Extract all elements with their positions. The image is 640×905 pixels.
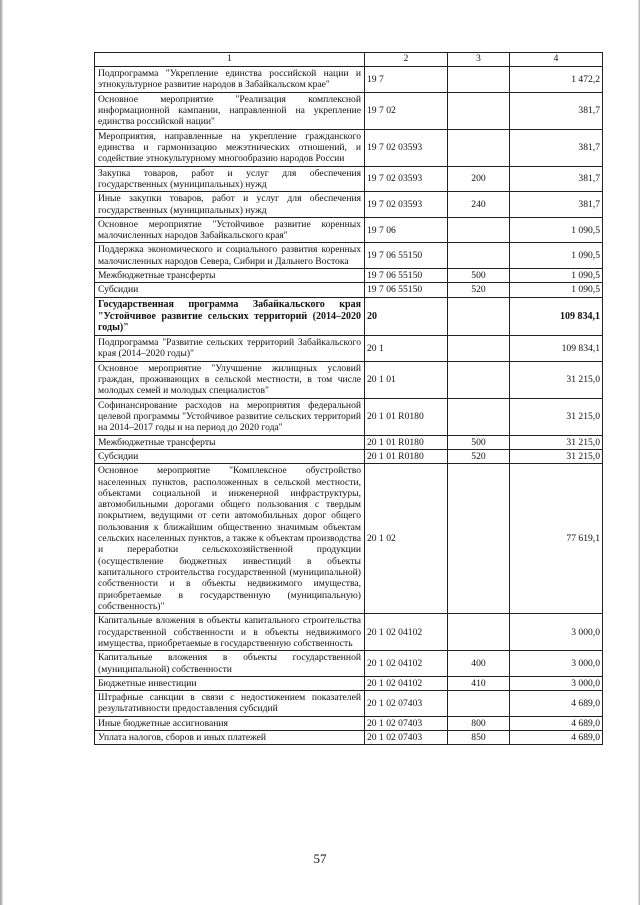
row-expense-type-cell: 410: [448, 676, 510, 690]
header-col-3: 3: [448, 53, 510, 67]
row-name-cell: Межбюджетные трансферты: [95, 435, 365, 449]
row-amount-cell: 3 000,0: [510, 651, 603, 677]
row-code-cell: 19 7 06 55150: [365, 269, 448, 283]
row-name-cell: Уплата налогов, сборов и иных платежей: [95, 731, 365, 745]
row-expense-type-cell: [448, 691, 510, 717]
row-name-cell: Основное мероприятие "Устойчивое развитие коренных малочисленных народов Забайкальского края": [95, 217, 365, 243]
row-name-cell: Штрафные санкции в связи с недостижением показателей результативности предоставления субсидий: [95, 691, 365, 717]
row-amount-cell: 1 472,2: [510, 67, 603, 93]
table-row: [95, 217, 603, 243]
page-number: 57: [313, 851, 327, 866]
row-expense-type-cell: 240: [448, 192, 510, 218]
row-expense-type-cell: [448, 336, 510, 362]
budget-table-body: [95, 53, 603, 745]
row-code-cell: 19 7 06 55150: [365, 243, 448, 269]
row-amount-cell: 1 090,5: [510, 283, 603, 297]
row-amount-cell: 109 834,1: [510, 297, 603, 335]
row-code-cell: 20 1 01 R0180: [365, 398, 448, 435]
row-code-cell: 20 1 02 07403: [365, 691, 448, 717]
row-expense-type-cell: 400: [448, 651, 510, 677]
row-name-cell: Иные закупки товаров, работ и услуг для обеспечения государственных (муниципальных) нужд: [95, 192, 365, 218]
row-name-cell: Основное мероприятие "Реализация комплексной информационной кампании, направленной на укрепление единства российской нации": [95, 92, 365, 129]
header-col-2: 2: [365, 53, 448, 67]
table-row: [95, 361, 603, 398]
row-name-cell: Мероприятия, направленные на укрепление гражданского единства и гармонизацию межэтнических отношений, и содействие этнокультурному многообразию народов России: [95, 129, 365, 166]
row-code-cell: 19 7 06 55150: [365, 283, 448, 297]
table-row: [95, 731, 603, 745]
row-amount-cell: 31 215,0: [510, 449, 603, 463]
row-expense-type-cell: 800: [448, 716, 510, 730]
row-code-cell: 20 1 02 04102: [365, 614, 448, 651]
row-amount-cell: 381,7: [510, 166, 603, 192]
table-row: [95, 398, 603, 435]
row-code-cell: 19 7 02 03593: [365, 192, 448, 218]
row-code-cell: 19 7 02: [365, 92, 448, 129]
row-name-cell: Закупка товаров, работ и услуг для обеспечения государственных (муниципальных) нужд: [95, 166, 365, 192]
scan-edge-left: [0, 0, 3, 905]
row-code-cell: 19 7 06: [365, 217, 448, 243]
table-row: [95, 449, 603, 463]
row-name-cell: Иные бюджетные ассигнования: [95, 716, 365, 730]
row-expense-type-cell: 500: [448, 269, 510, 283]
header-col-1: 1: [95, 53, 365, 67]
row-code-cell: 20 1 02 04102: [365, 676, 448, 690]
table-row: [95, 269, 603, 283]
row-code-cell: 20 1 02 07403: [365, 731, 448, 745]
row-expense-type-cell: 520: [448, 283, 510, 297]
row-amount-cell: 1 090,5: [510, 217, 603, 243]
row-amount-cell: 4 689,0: [510, 691, 603, 717]
row-amount-cell: 381,7: [510, 192, 603, 218]
table-row: [95, 166, 603, 192]
row-code-cell: 20 1 01 R0180: [365, 449, 448, 463]
table-row: [95, 336, 603, 362]
row-amount-cell: 109 834,1: [510, 336, 603, 362]
header-col-4: 4: [510, 53, 603, 67]
row-expense-type-cell: [448, 297, 510, 335]
row-expense-type-cell: [448, 398, 510, 435]
row-name-cell: Основное мероприятие "Комплексное обустройство населенных пунктов, расположенных в сельской местности, объектами социальной и инженерной инфраструктуры, автомобильными дорогами общего пользования с твердым покрытием, ведущими от сети автомобильных дорог общего пользования к ближайшим общественно значимым объектам сельских населенных пунктов, а также к объектам производства и переработки сельскохозяйственной продукции (осуществление бюджетных инвестиций в объекты капитального строительства государственной (муниципальной) собственности и в объекты недвижимого имущества, приобретаемые в государственную (муниципальную) собственность)": [95, 464, 365, 614]
row-name-cell: Подпрограмма "Развитие сельских территорий Забайкальского края (2014–2020 годы)": [95, 336, 365, 362]
row-name-cell: Софинансирование расходов на мероприятия федеральной целевой программы "Устойчивое развитие сельских территорий на 2014–2017 годы и на период до 2020 года": [95, 398, 365, 435]
row-amount-cell: 381,7: [510, 129, 603, 166]
row-expense-type-cell: 850: [448, 731, 510, 745]
row-expense-type-cell: 200: [448, 166, 510, 192]
row-name-cell: Межбюджетные трансферты: [95, 269, 365, 283]
row-expense-type-cell: [448, 92, 510, 129]
row-amount-cell: 77 619,1: [510, 464, 603, 614]
row-expense-type-cell: 520: [448, 449, 510, 463]
row-expense-type-cell: [448, 217, 510, 243]
row-expense-type-cell: [448, 614, 510, 651]
table-row: [95, 691, 603, 717]
row-amount-cell: 3 000,0: [510, 614, 603, 651]
row-code-cell: 20 1 01 R0180: [365, 435, 448, 449]
row-code-cell: 20 1 02: [365, 464, 448, 614]
table-row: [95, 716, 603, 730]
row-name-cell: Подпрограмма "Укрепление единства российской нации и этнокультурное развитие народов в Забайкальском крае": [95, 67, 365, 93]
table-row: [95, 92, 603, 129]
table-row: [95, 651, 603, 677]
row-code-cell: 20 1 01: [365, 361, 448, 398]
table-row: [95, 283, 603, 297]
table-row: [95, 297, 603, 335]
table-row: [95, 464, 603, 614]
row-name-cell: Основное мероприятие "Улучшение жилищных условий граждан, проживающих в сельской местности, в том числе молодых семей и молодых специалистов": [95, 361, 365, 398]
row-name-cell: Капитальные вложения в объекты капитального строительства государственной собственности и в объекты недвижимого имущества, приобретаемые в государственную собственность: [95, 614, 365, 651]
row-code-cell: 19 7 02 03593: [365, 129, 448, 166]
row-amount-cell: 31 215,0: [510, 398, 603, 435]
row-amount-cell: 3 000,0: [510, 676, 603, 690]
budget-table: [94, 52, 603, 745]
table-row: [95, 67, 603, 93]
table-row: [95, 129, 603, 166]
row-code-cell: 19 7: [365, 67, 448, 93]
row-name-cell: Поддержка экономического и социального развития коренных малочисленных народов Севера, Сибири и Дальнего Востока: [95, 243, 365, 269]
row-expense-type-cell: [448, 464, 510, 614]
row-amount-cell: 381,7: [510, 92, 603, 129]
row-expense-type-cell: [448, 67, 510, 93]
row-name-cell: Бюджетные инвестиции: [95, 676, 365, 690]
table-header-row: [95, 53, 603, 67]
table-row: [95, 192, 603, 218]
row-code-cell: 19 7 02 03593: [365, 166, 448, 192]
row-expense-type-cell: [448, 361, 510, 398]
row-amount-cell: 1 090,5: [510, 243, 603, 269]
row-amount-cell: 31 215,0: [510, 435, 603, 449]
row-code-cell: 20 1 02 07403: [365, 716, 448, 730]
row-expense-type-cell: 500: [448, 435, 510, 449]
row-amount-cell: 31 215,0: [510, 361, 603, 398]
row-name-cell: Государственная программа Забайкальского края "Устойчивое развитие сельских территорий (2014–2020 годы)": [95, 297, 365, 335]
table-row: [95, 243, 603, 269]
table-row: [95, 614, 603, 651]
row-code-cell: 20 1 02 04102: [365, 651, 448, 677]
row-name-cell: Капитальные вложения в объекты государственной (муниципальной) собственности: [95, 651, 365, 677]
table-row: [95, 435, 603, 449]
row-expense-type-cell: [448, 129, 510, 166]
table-row: [95, 676, 603, 690]
row-code-cell: 20 1: [365, 336, 448, 362]
row-amount-cell: 4 689,0: [510, 731, 603, 745]
row-code-cell: 20: [365, 297, 448, 335]
row-expense-type-cell: [448, 243, 510, 269]
row-amount-cell: 1 090,5: [510, 269, 603, 283]
row-name-cell: Субсидии: [95, 449, 365, 463]
row-name-cell: Субсидии: [95, 283, 365, 297]
row-amount-cell: 4 689,0: [510, 716, 603, 730]
